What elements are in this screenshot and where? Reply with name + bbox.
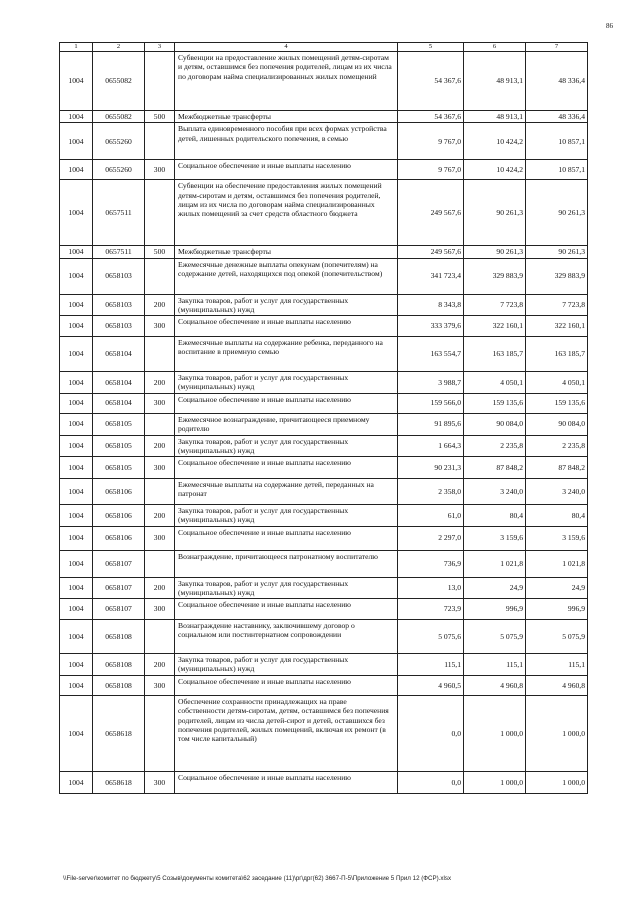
amount-year-3: 24,9 [526, 577, 588, 599]
amount-year-1: 0,0 [398, 696, 464, 772]
amount-year-2: 10 424,2 [464, 160, 526, 180]
amount-year-1: 54 367,6 [398, 111, 464, 123]
section-code: 1004 [60, 505, 93, 527]
amount-year-2: 7 723,8 [464, 294, 526, 316]
expense-type-code: 300 [145, 676, 175, 696]
amount-year-1: 163 554,7 [398, 337, 464, 372]
amount-year-3: 48 336,4 [526, 52, 588, 111]
amount-year-2: 2 235,8 [464, 435, 526, 457]
amount-year-2: 5 075,9 [464, 620, 526, 654]
amount-year-3: 90 084,0 [526, 413, 588, 435]
file-path-footer: \\File-server\комитет по бюджету\5 Созыв\документы комитета\62 заседание (11)\рг\дрг(62) 3667-П-5\Приложение 5 Прил 12 (ФСР).xlsx [63, 875, 452, 882]
page-number: 86 [606, 22, 613, 30]
section-code: 1004 [60, 620, 93, 654]
expense-type-code [145, 337, 175, 372]
amount-year-3: 48 336,4 [526, 111, 588, 123]
table-row [60, 772, 588, 794]
amount-year-3: 1 000,0 [526, 772, 588, 794]
amount-year-3: 90 261,3 [526, 246, 588, 258]
section-code: 1004 [60, 676, 93, 696]
amount-year-3: 7 723,8 [526, 294, 588, 316]
table-row [60, 676, 588, 696]
table-row [60, 52, 588, 111]
amount-year-3: 10 857,1 [526, 160, 588, 180]
table-row [60, 123, 588, 160]
expense-type-code: 500 [145, 111, 175, 123]
amount-year-2: 115,1 [464, 654, 526, 676]
description: Закупка товаров, работ и услуг для государственных (муниципальных) нужд [175, 654, 398, 676]
table-row [60, 337, 588, 372]
amount-year-1: 9 767,0 [398, 160, 464, 180]
description: Ежемесячное вознаграждение, причитающееся приемному родителю [175, 413, 398, 435]
target-code: 0658106 [93, 526, 145, 550]
amount-year-1: 91 895,6 [398, 413, 464, 435]
expense-type-code [145, 52, 175, 111]
target-code: 0658103 [93, 294, 145, 316]
expense-type-code [145, 180, 175, 246]
section-code: 1004 [60, 435, 93, 457]
amount-year-1: 5 075,6 [398, 620, 464, 654]
amount-year-1: 249 567,6 [398, 246, 464, 258]
target-code: 0658107 [93, 599, 145, 620]
amount-year-1: 2 297,0 [398, 526, 464, 550]
target-code: 0658107 [93, 550, 145, 577]
description: Социальное обеспечение и иные выплаты населению [175, 526, 398, 550]
amount-year-3: 1 021,8 [526, 550, 588, 577]
table-row [60, 479, 588, 505]
target-code: 0658103 [93, 258, 145, 294]
amount-year-2: 4 050,1 [464, 372, 526, 394]
expense-type-code [145, 550, 175, 577]
description: Вознаграждение, причитающееся патронатному воспитателю [175, 550, 398, 577]
table-row [60, 599, 588, 620]
section-code: 1004 [60, 772, 93, 794]
expense-type-code: 200 [145, 577, 175, 599]
description: Ежемесячные выплаты на содержание ребенка, переданного на воспитание в приемную семью [175, 337, 398, 372]
expense-type-code: 500 [145, 246, 175, 258]
section-code: 1004 [60, 479, 93, 505]
amount-year-2: 159 135,6 [464, 393, 526, 413]
column-number: 1 [60, 43, 93, 52]
expense-type-code: 200 [145, 654, 175, 676]
description: Закупка товаров, работ и услуг для государственных (муниципальных) нужд [175, 294, 398, 316]
expense-type-code [145, 620, 175, 654]
table-row [60, 316, 588, 337]
amount-year-3: 10 857,1 [526, 123, 588, 160]
section-code: 1004 [60, 550, 93, 577]
section-code: 1004 [60, 180, 93, 246]
description: Ежемесячные выплаты на содержание детей, переданных на патронат [175, 479, 398, 505]
amount-year-2: 80,4 [464, 505, 526, 527]
section-code: 1004 [60, 52, 93, 111]
amount-year-2: 48 913,1 [464, 111, 526, 123]
column-number: 2 [93, 43, 145, 52]
description: Межбюджетные трансферты [175, 246, 398, 258]
target-code: 0657511 [93, 246, 145, 258]
amount-year-2: 87 848,2 [464, 457, 526, 479]
amount-year-3: 4 960,8 [526, 676, 588, 696]
description: Социальное обеспечение и иные выплаты населению [175, 457, 398, 479]
amount-year-1: 90 231,3 [398, 457, 464, 479]
section-code: 1004 [60, 696, 93, 772]
amount-year-3: 3 240,0 [526, 479, 588, 505]
table-row [60, 526, 588, 550]
target-code: 0658105 [93, 457, 145, 479]
expense-type-code [145, 123, 175, 160]
amount-year-3: 322 160,1 [526, 316, 588, 337]
description: Выплата единовременного пособия при всех формах устройства детей, лишенных родительского попечения, в семью [175, 123, 398, 160]
expense-type-code: 300 [145, 160, 175, 180]
target-code: 0655082 [93, 111, 145, 123]
expense-type-code [145, 696, 175, 772]
target-code: 0658108 [93, 676, 145, 696]
description: Социальное обеспечение и иные выплаты населению [175, 160, 398, 180]
expense-type-code: 200 [145, 505, 175, 527]
section-code: 1004 [60, 599, 93, 620]
expense-type-code: 300 [145, 526, 175, 550]
table-row [60, 393, 588, 413]
amount-year-1: 9 767,0 [398, 123, 464, 160]
amount-year-1: 115,1 [398, 654, 464, 676]
amount-year-1: 2 358,0 [398, 479, 464, 505]
section-code: 1004 [60, 258, 93, 294]
target-code: 0658104 [93, 337, 145, 372]
expense-type-code [145, 479, 175, 505]
amount-year-1: 723,9 [398, 599, 464, 620]
expense-type-code: 300 [145, 772, 175, 794]
target-code: 0658104 [93, 393, 145, 413]
expense-type-code: 300 [145, 316, 175, 337]
amount-year-3: 90 261,3 [526, 180, 588, 246]
target-code: 0658618 [93, 696, 145, 772]
amount-year-1: 341 723,4 [398, 258, 464, 294]
table-row [60, 505, 588, 527]
section-code: 1004 [60, 123, 93, 160]
table-row [60, 111, 588, 123]
description: Вознаграждение наставнику, заключившему договор о социальном или постинтернатном сопровождении [175, 620, 398, 654]
table-row [60, 696, 588, 772]
amount-year-1: 8 343,8 [398, 294, 464, 316]
section-code: 1004 [60, 111, 93, 123]
amount-year-2: 1 021,8 [464, 550, 526, 577]
table-row [60, 654, 588, 676]
amount-year-2: 90 084,0 [464, 413, 526, 435]
description: Субвенции на обеспечение предоставления жилых помещений детям-сиротам и детям, оставшимся без попечения родителей, лицам из их числа по договорам найма специализированных жилых помещений за счет средств областного бюджета [175, 180, 398, 246]
amount-year-3: 5 075,9 [526, 620, 588, 654]
target-code: 0658106 [93, 505, 145, 527]
target-code: 0658108 [93, 620, 145, 654]
expense-type-code: 200 [145, 435, 175, 457]
section-code: 1004 [60, 316, 93, 337]
column-number: 4 [175, 43, 398, 52]
expense-type-code [145, 413, 175, 435]
amount-year-3: 1 000,0 [526, 696, 588, 772]
amount-year-2: 322 160,1 [464, 316, 526, 337]
amount-year-3: 996,9 [526, 599, 588, 620]
amount-year-2: 4 960,8 [464, 676, 526, 696]
target-code: 0658105 [93, 413, 145, 435]
column-number: 5 [398, 43, 464, 52]
section-code: 1004 [60, 246, 93, 258]
amount-year-2: 48 913,1 [464, 52, 526, 111]
expense-type-code: 200 [145, 372, 175, 394]
target-code: 0658106 [93, 479, 145, 505]
amount-year-2: 996,9 [464, 599, 526, 620]
amount-year-2: 24,9 [464, 577, 526, 599]
expense-type-code: 300 [145, 599, 175, 620]
description: Ежемесячные денежные выплаты опекунам (попечителям) на содержание детей, находящихся под опекой (попечительством) [175, 258, 398, 294]
section-code: 1004 [60, 294, 93, 316]
expense-type-code: 300 [145, 393, 175, 413]
table-row [60, 435, 588, 457]
description: Закупка товаров, работ и услуг для государственных (муниципальных) нужд [175, 577, 398, 599]
target-code: 0657511 [93, 180, 145, 246]
expense-type-code: 300 [145, 457, 175, 479]
section-code: 1004 [60, 526, 93, 550]
amount-year-2: 329 883,9 [464, 258, 526, 294]
target-code: 0655260 [93, 160, 145, 180]
amount-year-2: 1 000,0 [464, 696, 526, 772]
amount-year-2: 3 240,0 [464, 479, 526, 505]
description: Социальное обеспечение и иные выплаты населению [175, 316, 398, 337]
table-row [60, 246, 588, 258]
description: Межбюджетные трансферты [175, 111, 398, 123]
amount-year-3: 163 185,7 [526, 337, 588, 372]
table-row [60, 577, 588, 599]
amount-year-1: 333 379,6 [398, 316, 464, 337]
description: Закупка товаров, работ и услуг для государственных (муниципальных) нужд [175, 505, 398, 527]
amount-year-3: 115,1 [526, 654, 588, 676]
amount-year-1: 4 960,5 [398, 676, 464, 696]
description: Закупка товаров, работ и услуг для государственных (муниципальных) нужд [175, 372, 398, 394]
amount-year-3: 329 883,9 [526, 258, 588, 294]
description: Социальное обеспечение и иные выплаты населению [175, 772, 398, 794]
amount-year-2: 90 261,3 [464, 180, 526, 246]
column-number: 3 [145, 43, 175, 52]
description: Социальное обеспечение и иные выплаты населению [175, 393, 398, 413]
table-row [60, 294, 588, 316]
table-row [60, 160, 588, 180]
amount-year-2: 90 261,3 [464, 246, 526, 258]
section-code: 1004 [60, 457, 93, 479]
expense-type-code [145, 258, 175, 294]
amount-year-1: 61,0 [398, 505, 464, 527]
amount-year-2: 1 000,0 [464, 772, 526, 794]
amount-year-1: 249 567,6 [398, 180, 464, 246]
amount-year-1: 54 367,6 [398, 52, 464, 111]
amount-year-3: 80,4 [526, 505, 588, 527]
amount-year-3: 159 135,6 [526, 393, 588, 413]
table-row [60, 180, 588, 246]
amount-year-2: 3 159,6 [464, 526, 526, 550]
section-code: 1004 [60, 654, 93, 676]
section-code: 1004 [60, 160, 93, 180]
section-code: 1004 [60, 337, 93, 372]
target-code: 0658107 [93, 577, 145, 599]
target-code: 0655082 [93, 52, 145, 111]
column-number: 7 [526, 43, 588, 52]
table-row [60, 413, 588, 435]
amount-year-2: 163 185,7 [464, 337, 526, 372]
table-row [60, 620, 588, 654]
target-code: 0658104 [93, 372, 145, 394]
amount-year-2: 10 424,2 [464, 123, 526, 160]
target-code: 0655260 [93, 123, 145, 160]
expense-type-code: 200 [145, 294, 175, 316]
amount-year-3: 3 159,6 [526, 526, 588, 550]
target-code: 0658103 [93, 316, 145, 337]
amount-year-1: 736,9 [398, 550, 464, 577]
amount-year-1: 3 988,7 [398, 372, 464, 394]
description: Закупка товаров, работ и услуг для государственных (муниципальных) нужд [175, 435, 398, 457]
amount-year-1: 1 664,3 [398, 435, 464, 457]
section-code: 1004 [60, 413, 93, 435]
table-row [60, 258, 588, 294]
amount-year-1: 159 566,0 [398, 393, 464, 413]
description: Обеспечение сохранности принадлежащих на праве собственности детям-сиротам, детям, оставшимся без попечения родителей, лицам из числа детей-сирот и детей, оставшихся без попечения родителей, жилых помещений, включая их ремонт (в том числе капитальный) [175, 696, 398, 772]
column-number: 6 [464, 43, 526, 52]
target-code: 0658105 [93, 435, 145, 457]
table-row [60, 372, 588, 394]
description: Социальное обеспечение и иные выплаты населению [175, 676, 398, 696]
amount-year-1: 0,0 [398, 772, 464, 794]
column-number-row [60, 43, 588, 52]
amount-year-3: 4 050,1 [526, 372, 588, 394]
budget-table [59, 42, 588, 794]
target-code: 0658108 [93, 654, 145, 676]
amount-year-1: 13,0 [398, 577, 464, 599]
target-code: 0658618 [93, 772, 145, 794]
table-row [60, 457, 588, 479]
amount-year-3: 87 848,2 [526, 457, 588, 479]
section-code: 1004 [60, 372, 93, 394]
section-code: 1004 [60, 393, 93, 413]
description: Социальное обеспечение и иные выплаты населению [175, 599, 398, 620]
amount-year-3: 2 235,8 [526, 435, 588, 457]
description: Субвенции на предоставление жилых помещений детям-сиротам и детям, оставшимся без попечения родителей, лицам из их числа по договорам найма специализированных жилых помещений [175, 52, 398, 111]
table-row [60, 550, 588, 577]
section-code: 1004 [60, 577, 93, 599]
